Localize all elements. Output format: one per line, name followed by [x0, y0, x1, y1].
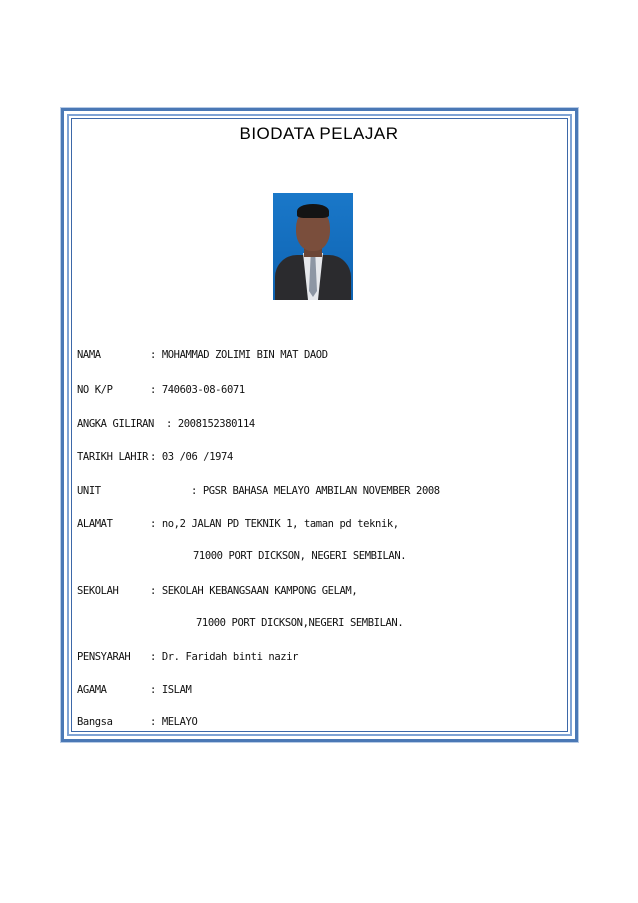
student-photo	[273, 193, 353, 300]
field-agama-label: AGAMA	[77, 684, 107, 696]
field-sekolah-label: SEKOLAH	[77, 585, 119, 597]
field-alamat-label: ALAMAT	[77, 518, 113, 530]
field-nokp-value: : 740603-08-6071	[150, 384, 245, 396]
field-nama-label: NAMA	[77, 349, 101, 361]
field-tarikh-lahir-value: : 03 /06 /1974	[150, 451, 233, 463]
field-sekolah-value: : SEKOLAH KEBANGSAAN KAMPONG GELAM,	[150, 585, 358, 597]
photo-hair	[297, 204, 329, 218]
field-unit-value: : PGSR BAHASA MELAYO AMBILAN NOVEMBER 2008	[191, 485, 440, 497]
field-pensyarah-label: PENSYARAH	[77, 651, 131, 663]
field-sekolah-value-line2: 71000 PORT DICKSON,NEGERI SEMBILAN.	[196, 617, 404, 629]
field-agama-value: : ISLAM	[150, 684, 192, 696]
field-alamat-value: : no,2 JALAN PD TEKNIK 1, taman pd teknik,	[150, 518, 399, 530]
field-bangsa-value: : MELAYO	[150, 716, 198, 728]
field-pensyarah-value: : Dr. Faridah binti nazir	[150, 651, 299, 663]
field-nokp-label: NO K/P	[77, 384, 113, 396]
field-alamat-value-line2: 71000 PORT DICKSON, NEGERI SEMBILAN.	[193, 550, 407, 562]
field-angka-giliran-label: ANGKA GILIRAN	[77, 418, 154, 430]
document-title: BIODATA PELAJAR	[239, 124, 399, 143]
field-bangsa-label: Bangsa	[77, 716, 113, 728]
field-nama-value: : MOHAMMAD ZOLIMI BIN MAT DAOD	[150, 349, 328, 361]
field-unit-label: UNIT	[77, 485, 101, 497]
field-angka-giliran-value: : 2008152380114	[166, 418, 255, 430]
field-tarikh-lahir-label: TARIKH LAHIR	[77, 451, 149, 463]
